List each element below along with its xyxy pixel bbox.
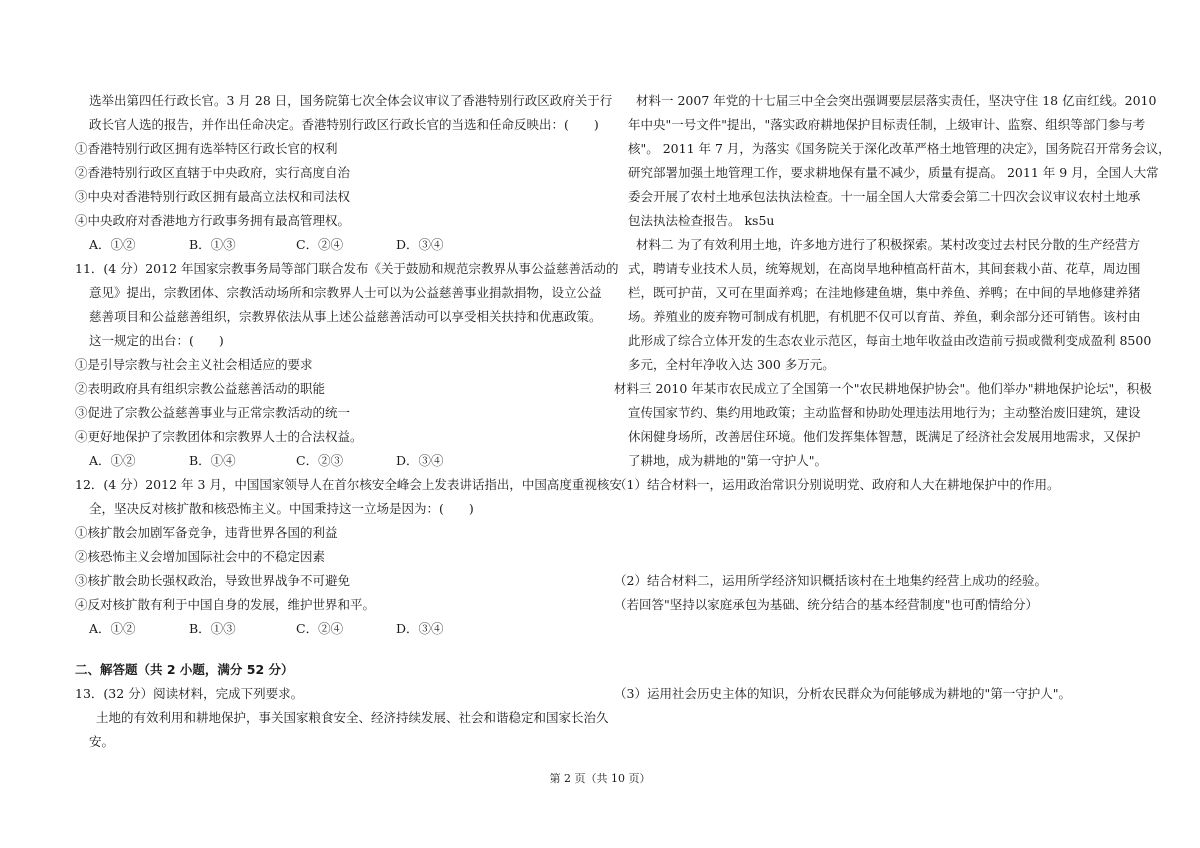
q11-stem-line: 11．(4 分）2012 年国家宗教事务局等部门联合发布《关于鼓励和规范宗教界从事公益慈善活动的 (75, 261, 619, 276)
q11-statement: ①是引导宗教与社会主义社会相适应的要求 (75, 357, 313, 372)
q12-option-c[interactable]: C．②④ (296, 621, 344, 636)
q11-option-b[interactable]: B．①④ (189, 453, 236, 468)
material-one-line: 委会开展了农村土地承包法执法检查。十一届全国人大常委会第二十四次会议审议农村土地承 (628, 189, 1141, 204)
material-three-line: 材料三 2010 年某市农民成立了全国第一个"农民耕地保护协会"。他们举办"耕地保护论坛"，积极 (614, 381, 1152, 396)
material-two-line: 材料二 为了有效利用土地，许多地方进行了积极探索。某村改变过去村民分散的生产经营方 (636, 237, 1140, 252)
material-two-line: 栏，既可护苗，又可在里面养鸡；在洼地修建鱼塘，集中养鱼、养鸭；在中间的旱地修建养猪 (628, 285, 1141, 300)
q12-option-a[interactable]: A．①② (89, 621, 136, 636)
q11-statement: ②表明政府具有组织宗教公益慈善活动的职能 (75, 381, 326, 396)
q12-statement: ④反对核扩散有利于中国自身的发展，维护世界和平。 (75, 597, 376, 612)
material-two-line: 多元，全村年净收入达 300 多万元。 (628, 357, 835, 372)
material-two-line: 此形成了综合立体开发的生态农业示范区，每亩土地年收益由改造前亏损或微利变成盈利 8500 (628, 333, 1152, 348)
sub-question-2: （2）结合材料二，运用所学经济知识概括该村在土地集约经营上成功的经验。 (614, 573, 1047, 588)
q13-stem: 13．(32 分）阅读材料，完成下列要求。 (75, 686, 304, 701)
q10-option-d[interactable]: D．③④ (396, 237, 444, 252)
q12-stem-line: 12．(4 分）2012 年 3 月，中国国家领导人在首尔核安全峰会上发表讲话指出，中国高度重视核安 (75, 477, 622, 492)
q10-option-a[interactable]: A．①② (89, 237, 136, 252)
q12-option-d[interactable]: D．③④ (396, 621, 444, 636)
q11-statement: ④更好地保护了宗教团体和宗教界人士的合法权益。 (75, 429, 363, 444)
q11-stem-line: 意见》提出，宗教团体、宗教活动场所和宗教界人士可以为公益慈善事业捐款捐物，设立公益 (89, 285, 602, 300)
section-two-heading: 二、解答题（共 2 小题，满分 52 分） (75, 662, 294, 677)
sub-question-1: （1）结合材料一，运用政治常识分别说明党、政府和人大在耕地保护中的作用。 (614, 477, 1060, 492)
q10-stem-line: 政长官人选的报告，并作出任命决定。香港特别行政区行政长官的当选和任命反映出：( ) (89, 117, 599, 132)
material-two-line: 场。养殖业的废弃物可制成有机肥，有机肥不仅可以育苗、养鱼，剩余部分还可销售。该村由 (628, 309, 1141, 324)
q10-statement: ①香港特别行政区拥有选举特区行政长官的权利 (75, 141, 338, 156)
q10-statement: ③中央对香港特别行政区拥有最高立法权和司法权 (75, 189, 351, 204)
q12-statement: ②核恐怖主义会增加国际社会中的不稳定因素 (75, 549, 326, 564)
material-one-line: 研究部署加强土地管理工作，要求耕地保有量不减少，质量有提高。 2011 年 9 月，全国人大常 (628, 165, 1159, 180)
material-three-line: 了耕地，成为耕地的"第一守护人"。 (628, 453, 827, 468)
page-number: 第 2 页（共 10 页） (549, 772, 651, 785)
sub-question-2-note: （若回答"坚持以家庭承包为基础、统分结合的基本经营制度"也可酌情给分） (614, 597, 1039, 612)
q13-intro-line: 安。 (89, 734, 115, 749)
material-one-line: 年中央"一号文件"提出，"落实政府耕地保护目标责任制，上级审计、监察、组织等部门参与考 (628, 117, 1146, 132)
sub-question-3: （3）运用社会历史主体的知识，分析农民群众为何能够成为耕地的"第一守护人"。 (614, 686, 1071, 701)
q12-statement: ③核扩散会助长强权政治，导致世界战争不可避免 (75, 573, 351, 588)
q13-intro-line: 土地的有效利用和耕地保护，事关国家粮食安全、经济持续发展、社会和谐稳定和国家长治久 (96, 710, 609, 725)
q12-option-b[interactable]: B．①③ (189, 621, 236, 636)
q10-statement: ②香港特别行政区直辖于中央政府，实行高度自治 (75, 165, 351, 180)
material-three-line: 宣传国家节约、集约用地政策；主动监督和协助处理违法用地行为；主动整治废旧建筑，建设 (628, 405, 1141, 420)
q11-option-a[interactable]: A．①② (89, 453, 136, 468)
q10-option-b[interactable]: B．①③ (189, 237, 236, 252)
material-one-line: 包法执法检查报告。 ks5u (628, 213, 775, 228)
material-three-line: 休闲健身场所，改善居住环境。他们发挥集体智慧，既满足了经济社会发展用地需求，又保护 (628, 429, 1141, 444)
q11-statement: ③促进了宗教公益慈善事业与正常宗教活动的统一 (75, 405, 351, 420)
material-one-line: 核"。 2011 年 7 月，为落实《国务院关于深化改革严格土地管理的决定》，国务院召开常务会议， (628, 141, 1171, 156)
material-one-line: 材料一 2007 年党的十七届三中全会突出强调要层层落实责任，坚决守住 18 亿亩红线。2010 (636, 93, 1157, 108)
q11-stem-line: 慈善项目和公益慈善组织，宗教界依法从事上述公益慈善活动可以享受相关扶持和优惠政策。 (89, 309, 602, 324)
q10-stem-line: 选举出第四任行政长官。3 月 28 日，国务院第七次全体会议审议了香港特别行政区政府关于行 (89, 93, 613, 108)
q10-option-c[interactable]: C．②④ (296, 237, 344, 252)
q11-option-d[interactable]: D．③④ (396, 453, 444, 468)
q11-stem-line: 这一规定的出台：( ) (89, 333, 224, 348)
q12-stem-line: 全，坚决反对核扩散和核恐怖主义。中国秉持这一立场是因为：( ) (89, 501, 474, 516)
material-two-line: 式，聘请专业技术人员，统筹规划，在高岗旱地种植高杆苗木，其间套栽小苗、花草，周边围 (628, 261, 1141, 276)
q10-statement: ④中央政府对香港地方行政事务拥有最高管理权。 (75, 213, 351, 228)
q12-statement: ①核扩散会加剧军备竞争，违背世界各国的利益 (75, 525, 338, 540)
q11-option-c[interactable]: C．②③ (296, 453, 344, 468)
